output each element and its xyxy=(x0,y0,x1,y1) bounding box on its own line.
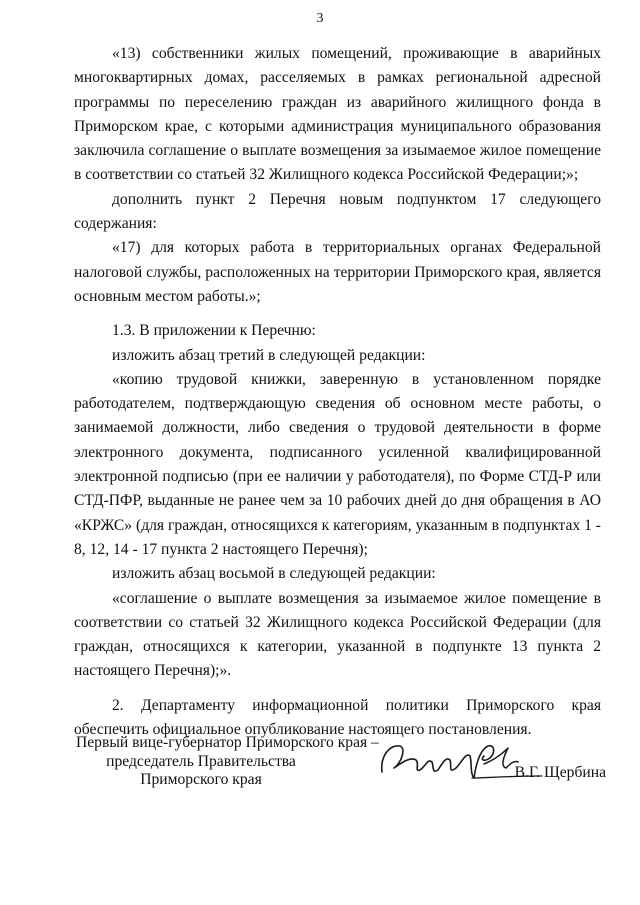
signatory-name: В.Г. Щербина xyxy=(514,764,606,781)
page-number: 3 xyxy=(316,11,324,26)
signatory-title-line: председатель Правительства xyxy=(106,752,296,770)
paragraph-item-17: «17) для которых работа в территориальных органах Федеральной налоговой службы, расположенных на территории Приморского края, является основным местом работы.»; xyxy=(74,239,601,305)
document-body xyxy=(74,42,601,742)
paragraph-compensation-agreement: «соглашение о выплате возмещения за изымаемое жилое помещение в соответствии со статьей 32 Жилищного кодекса Российской Федерации (для граждан, относящихся к категории, указанной в подпункте 13 пункта 2 настоящего Перечня);». xyxy=(74,589,601,680)
signatory-title xyxy=(76,734,379,790)
paragraph-publication: 2. Департаменту информационной политики Приморского края обеспечить официальное опубликование настоящего постановления. xyxy=(74,696,601,739)
paragraph-amend-abzac-3: изложить абзац третий в следующей редакции: xyxy=(112,346,426,364)
paragraph-amend-point-2: дополнить пункт 2 Перечня новым подпунктом 17 следующего содержания: xyxy=(74,190,601,233)
paragraph-employment-book: «копию трудовой книжки, заверенную в установленном порядке работодателем, подтверждающую сведения об основном месте работы, о занимаемой должности, либо сведения о трудовой деятельности в форме электронного документа, подписанного усиленной квалифицированной электронной подписью (при ее наличии у работодателя), по Форме СТД-Р или СТД-ПФР, выданные не ранее чем за 10 рабочих дней до дня обращения в АО «КРЖС» (для граждан, относящихся к категориям, указанным в подпунктах 1 - 8, 12, 14 - 17 пункта 2 настоящего Перечня); xyxy=(74,370,601,558)
paragraph-amend-abzac-8: изложить абзац восьмой в следующей редакции: xyxy=(112,565,436,583)
paragraph-item-13: «13) собственники жилых помещений, проживающие в аварийных многоквартирных домах, расселяемых в рамках региональной адресной программы по переселению граждан из аварийного жилищного фонда в Приморском крае, с которыми администрация муниципального образования заключила соглашение о выплате возмещения за изымаемое жилое помещение в соответствии со статьей 32 Жилищного кодекса Российской Федерации;»; xyxy=(74,45,601,184)
signatory-title-line: Приморского края xyxy=(140,771,262,788)
signatory-title-line: Первый вице-губернатор Приморского края – xyxy=(76,734,379,751)
signature-block xyxy=(76,734,606,794)
paragraph-section-1-3: 1.3. В приложении к Перечню: xyxy=(112,322,316,340)
